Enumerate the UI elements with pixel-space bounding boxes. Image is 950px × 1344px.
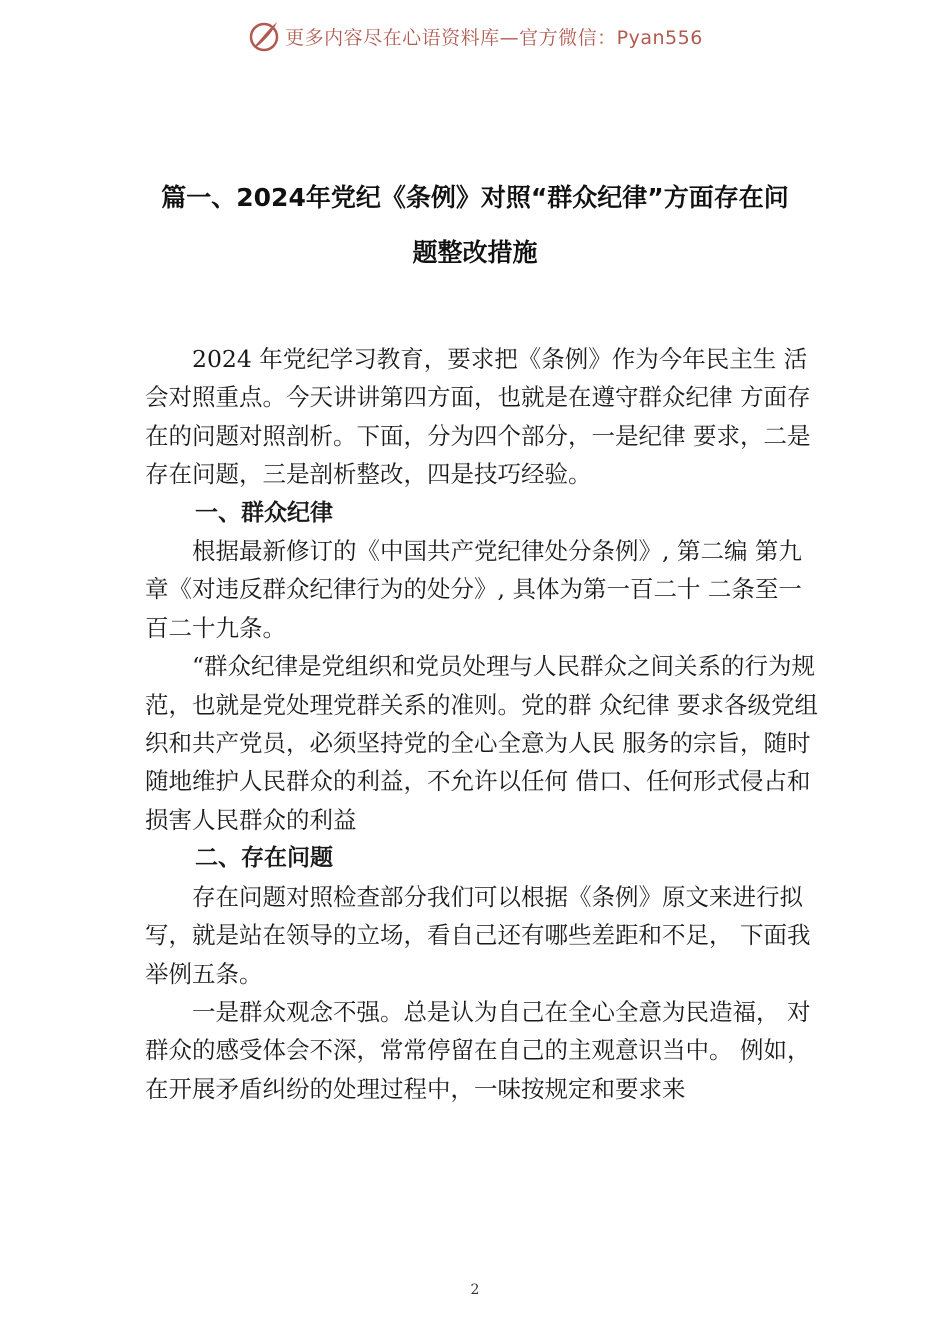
section1-paragraph-2: “群众纪律是党组织和党员处理与人民群众之间关系的行为规范，也就是党处理党群关系的准则。党的群 众纪律 要求各级党组织和共产党员，必须坚持党的全心全意为人民 服务的宗旨，随时随地维护人民群众的利益，不允许以任何 借口、任何形式侵占和损害人民群众的利益: [145, 652, 818, 834]
page-number: 2: [470, 1282, 480, 1298]
section2-paragraph-1: 存在问题对照检查部分我们可以根据《条例》原文来进行拟写，就是站在领导的立场，看自己还有哪些差距和不足， 下面我举例五条。: [145, 882, 811, 988]
quill-seal-icon: [247, 19, 281, 53]
intro-paragraph: 2024 年党纪学习教育，要求把《条例》作为今年民主生 活会对照重点。今天讲讲第四方面，也就是在遵守群众纪律 方面存在的问题对照剖析。下面，分为四个部分，一是纪律 要求，二是存在问题，三是剖析整改，四是技巧经验。: [145, 345, 811, 489]
watermark-text: 更多内容尽在心语资料库—官方微信：Pyan556: [285, 26, 703, 49]
watermark-header: [0, 18, 950, 54]
section2-paragraph-2: 一是群众观念不强。总是认为自己在全心全意为民造福， 对群众的感受体会不深，常常停留在自己的主观意识当中。 例如，在开展矛盾纠纷的处理过程中，一味按规定和要求来: [145, 997, 811, 1103]
section-heading-mass-discipline: 一、群众纪律: [195, 499, 333, 526]
document-title-line-1: 篇一、2024年党纪《条例》对照“群众纪律”方面存在问: [161, 183, 789, 212]
document-title-line-2: 题整改措施: [412, 238, 538, 267]
section-heading-existing-problems: 二、存在问题: [195, 845, 333, 872]
document-body: [145, 340, 825, 1108]
section1-paragraph-1: 根据最新修订的《中国共产党纪律处分条例》, 第二编 第九章《对违反群众纪律行为的处分》, 具体为第一百二十 二条至一百二十九条。: [145, 537, 802, 642]
